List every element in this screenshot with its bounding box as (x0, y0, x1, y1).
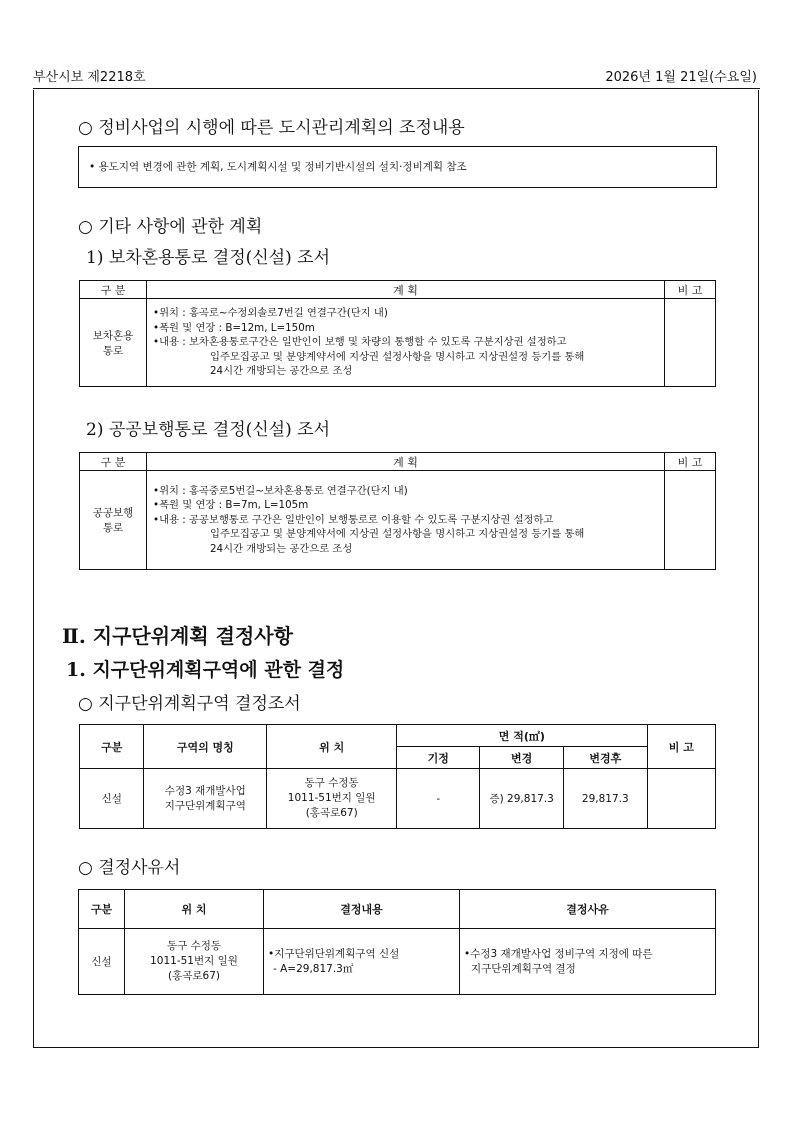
col-change: 변경 (480, 747, 564, 769)
col-plan: 계 획 (147, 453, 665, 471)
plan-line: 입주모집공고 및 분양계약서에 지상권 설정사항을 명시하고 지상권설정 등기를 통해 (210, 528, 585, 541)
bigo-cell (665, 299, 716, 387)
col-gubun: 구 분 (80, 453, 147, 471)
bigo-cell (665, 471, 716, 570)
plan-line: 입주모집공고 및 분양계약서에 지상권 설정사항을 명시하고 지상권설정 등기를 통해 (210, 350, 585, 363)
cell-before: - (397, 769, 480, 829)
content-line: - A=29,817.3㎡ (273, 962, 354, 975)
col-gubun: 구 분 (80, 281, 147, 299)
col-before: 기정 (397, 747, 480, 769)
cell-after: 29,817.3 (563, 769, 647, 829)
col-plan: 계 획 (147, 281, 665, 299)
subtitle-pedestrian-path: 2) 공공보행통로 결정(신설) 조서 (86, 420, 330, 440)
col-bigo: 비 고 (665, 453, 716, 471)
section-title-district: 1. 지구단위계획구역에 관한 결정 (66, 659, 345, 681)
subtitle-mixed-road: 1) 보차혼용통로 결정(신설) 조서 (86, 248, 330, 268)
reason-heading: ○ 결정사유서 (78, 858, 181, 878)
row-label: 공공보행 통로 (80, 471, 147, 570)
plan-line: •폭원 및 연장 : B=12m, L=150m (153, 321, 315, 334)
cell-change: 증) 29,817.3 (480, 769, 564, 829)
district-table-heading: ○ 지구단위계획구역 결정조서 (78, 694, 301, 714)
plan-cell (147, 299, 665, 387)
header-rule (33, 88, 760, 89)
col-area: 면 적(㎡) (397, 725, 647, 747)
content-line: •지구단위단위계획구역 신설 (268, 947, 400, 960)
section-title-adjustment: ○ 정비사업의 시행에 따른 도시관리계획의 조정내용 (78, 118, 465, 138)
cell-reason (460, 929, 716, 995)
decision-reason-table (78, 889, 716, 995)
col-gubun: 구분 (79, 890, 125, 929)
adjustment-note-box: • 용도지역 변경에 관한 계획, 도시계획시설 및 정비기반시설의 설치·정비계획 참조 (78, 146, 717, 188)
col-bigo: 비 고 (647, 725, 715, 769)
cell-location: 동구 수정동 1011-51번지 일원 (홍곡로67) (125, 929, 264, 995)
col-gubun: 구분 (80, 725, 144, 769)
district-decision-table (79, 724, 716, 829)
cell-gubun: 신설 (79, 929, 125, 995)
cell-name: 수정3 재개발사업 지구단위계획구역 (144, 769, 267, 829)
reason-line: 지구단위계획구역 결정 (471, 962, 576, 975)
cell-bigo (647, 769, 715, 829)
col-reason: 결정사유 (460, 890, 716, 929)
col-after: 변경후 (563, 747, 647, 769)
col-content: 결정내용 (264, 890, 460, 929)
plan-line: •내용 : 공공보행통로 구간은 일반인이 보행통로로 이용할 수 있도록 구분지상권 설정하고 (153, 513, 554, 526)
reason-line: •수정3 재개발사업 정비구역 지정에 따른 (464, 947, 653, 960)
col-location: 위 치 (125, 890, 264, 929)
mixed-road-table (79, 280, 716, 387)
col-name: 구역의 명칭 (144, 725, 267, 769)
row-label: 보차혼용 통로 (80, 299, 147, 387)
plan-line: •위치 : 홍곡중로5번길~보차혼용통로 연결구간(단지 내) (153, 484, 408, 497)
col-location: 위 치 (267, 725, 397, 769)
header-date: 2026년 1월 21일(수요일) (605, 70, 757, 85)
plan-line: 24시간 개방되는 공간으로 조성 (210, 365, 353, 378)
pedestrian-path-table (79, 452, 716, 570)
plan-line: •폭원 및 연장 : B=7m, L=105m (153, 499, 309, 512)
plan-line: 24시간 개방되는 공간으로 조성 (210, 542, 353, 555)
plan-line: •위치 : 홍곡로~수정외솔로7번길 연결구간(단지 내) (153, 307, 388, 320)
cell-location: 동구 수정동 1011-51번지 일원 (홍곡로67) (267, 769, 397, 829)
col-bigo: 비 고 (665, 281, 716, 299)
chapter-title: Ⅱ. 지구단위계획 결정사항 (62, 624, 293, 648)
plan-line: •내용 : 보차혼용통로구간은 일반인이 보행 및 차량의 통행할 수 있도록 구분지상권 설정하고 (153, 336, 567, 349)
section-title-other: ○ 기타 사항에 관한 계획 (78, 217, 263, 237)
header-publication: 부산시보 제2218호 (33, 70, 146, 85)
plan-cell (147, 471, 665, 570)
cell-content (264, 929, 460, 995)
cell-gubun: 신설 (80, 769, 144, 829)
